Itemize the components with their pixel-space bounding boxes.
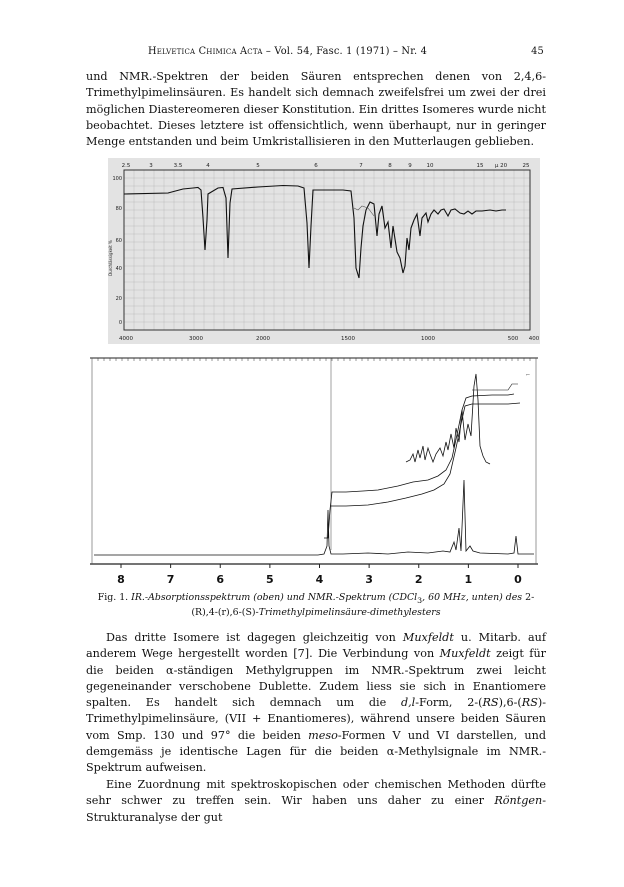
p2-author-2: Muxfeldt bbox=[439, 647, 491, 661]
ir-top-tick-label: 9 bbox=[408, 163, 412, 169]
journal-line bbox=[148, 46, 427, 57]
caption-part-2: , 60 MHz, unten) des bbox=[422, 592, 523, 603]
p2-text-2: u. Mitarb. auf anderem Wege hergestellt worden [7]. Die Verbindung von bbox=[86, 631, 547, 661]
ir-top-tick-label: 4 bbox=[206, 163, 210, 169]
ir-bottom-tick-label: 500 bbox=[507, 336, 519, 342]
ir-y-tick-label: 20 bbox=[115, 296, 122, 302]
volume-info: – Vol. 54, Fasc. 1 (1971) – Nr. 4 bbox=[265, 46, 428, 57]
figure-caption bbox=[86, 592, 546, 620]
p2-rs-1: RS bbox=[482, 696, 499, 710]
p2-text-7: -Formen V und VI darstellen, und demgemäss je identische Lagen für die beiden α-Methylsignale im NMR.-Spektrum aufweisen. bbox=[86, 728, 546, 775]
p2-dl: d,l bbox=[400, 696, 416, 710]
paragraph-3 bbox=[86, 777, 546, 826]
ir-top-tick-label: 8 bbox=[388, 163, 392, 169]
nmr-axis-tick-label: 3 bbox=[365, 573, 373, 586]
p3-text-2: -Strukturanalyse der gut bbox=[86, 794, 546, 824]
p2-text-5: ),6-( bbox=[498, 696, 522, 710]
ir-bottom-tick-label: 400 bbox=[528, 336, 540, 342]
running-header bbox=[86, 46, 544, 60]
ir-top-tick-label: μ 20 bbox=[494, 163, 508, 169]
p2-text-3: zeigt für die beiden α-ständigen Methylgruppen im NMR.-Spektrum zwei leicht gegeneinander verschobene Dublette. Zudem liess sie sich in Enantiomere spalten. Es handelt sich demnach um die bbox=[86, 647, 546, 710]
caption-label: Fig. 1. bbox=[97, 592, 129, 603]
p2-text-6: )-Trimethylpimelinsäure, (VII + Enantiomeres), während unsere beiden Säuren vom Smp. 130 und 97° die beiden bbox=[86, 696, 547, 742]
nmr-axis-tick-label: 1 bbox=[464, 573, 473, 586]
p2-rs-2: RS bbox=[521, 696, 538, 710]
ir-y-tick-label: 100 bbox=[112, 176, 122, 182]
nmr-axis-tick-label: 4 bbox=[315, 573, 324, 586]
journal-name: Helvetica Chimica Acta bbox=[148, 46, 263, 57]
ir-y-tick-label: 60 bbox=[115, 238, 122, 244]
ir-y-label: Durchlässigkeit % bbox=[108, 240, 113, 276]
ir-top-tick-label: 3.5 bbox=[173, 163, 183, 169]
ir-grid bbox=[124, 170, 530, 330]
p3-name: Röntgen bbox=[494, 794, 543, 808]
caption-part-1: IR.-Absorptionsspektrum (oben) und NMR.-Spektrum (CDCl bbox=[131, 592, 418, 603]
nmr-axis-tick-label: 7 bbox=[166, 573, 175, 586]
nmr-spectrum bbox=[88, 350, 540, 590]
ir-top-tick-label: 25 bbox=[522, 163, 530, 169]
ir-top-tick-label: 10 bbox=[426, 163, 434, 169]
nmr-axis-ticks bbox=[117, 564, 522, 586]
ir-top-tick-label: 3 bbox=[149, 163, 153, 169]
ir-top-tick-label: 6 bbox=[314, 163, 318, 169]
p2-author-1: Muxfeldt bbox=[402, 631, 454, 644]
nmr-expanded-trace bbox=[406, 374, 490, 464]
ir-top-tick-label: 5 bbox=[256, 163, 260, 169]
nmr-axis-tick-label: 8 bbox=[117, 573, 125, 586]
ir-bottom-tick-label: 1500 bbox=[341, 336, 355, 342]
page-number: 45 bbox=[531, 46, 544, 57]
caption-part-3: 2-(R),4-(r),6-(S)- bbox=[191, 592, 535, 619]
p3-text-1: Eine Zuordnung mit spektroskopischen oder chemischen Methoden dürfte sehr schwer zu treffen sein. Wir haben uns daher zu einer bbox=[86, 778, 546, 808]
nmr-axis-tick-label: 0 bbox=[514, 573, 522, 586]
p2-meso: meso bbox=[308, 728, 338, 742]
ir-bottom-tick-label: 4000 bbox=[119, 336, 133, 342]
p2-text-4: -Form, 2-( bbox=[415, 696, 483, 710]
ir-y-tick-label: 40 bbox=[115, 266, 122, 272]
ir-bottom-tick-label: 1000 bbox=[421, 336, 435, 342]
caption-subscript: 3 bbox=[417, 595, 423, 605]
p2-text-1: Das dritte Isomere ist dagegen gleichzeitig von bbox=[106, 631, 403, 644]
ir-bottom-tick-label: 2000 bbox=[256, 336, 270, 342]
paragraph-1: und NMR.-Spektren der beiden Säuren entsprechen denen von 2,4,6-Trimethylpimelinsäuren. Es handelt sich demnach zweifelsfrei um zwei der drei möglichen Diastereomeren dieser Konstitution. Ein drittes Isomeres wurde nicht beobachtet. Dieses letztere ist offensichtlich, wenn überhaupt, nur in geringer Menge entstanden und beim Umkristallisieren in den Mutterlaugen geblieben. bbox=[86, 70, 546, 149]
paragraph-2 bbox=[86, 630, 546, 777]
caption-part-4: Trimethylpimelinsäure-dimethylesters bbox=[258, 607, 441, 619]
nmr-step-marker bbox=[472, 384, 518, 390]
ir-y-tick-label: 80 bbox=[115, 206, 122, 212]
nmr-sweep-mark: ⌐ bbox=[526, 372, 531, 378]
nmr-integral-curve bbox=[324, 394, 514, 538]
ir-bottom-tick-label: 3000 bbox=[189, 336, 203, 342]
ir-top-tick-label: 2.5 bbox=[121, 163, 131, 169]
ir-top-tick-label: 15 bbox=[476, 163, 484, 169]
nmr-baseline-trace bbox=[94, 480, 534, 555]
nmr-axis-tick-label: 5 bbox=[266, 573, 274, 586]
ir-top-tick-label: 7 bbox=[359, 163, 363, 169]
nmr-axis-tick-label: 2 bbox=[414, 573, 423, 586]
ir-y-tick-label: 0 bbox=[118, 320, 122, 326]
nmr-axis-tick-label: 6 bbox=[216, 573, 225, 586]
ir-spectrum bbox=[108, 158, 540, 344]
nmr-integral-curve-2 bbox=[330, 403, 520, 506]
